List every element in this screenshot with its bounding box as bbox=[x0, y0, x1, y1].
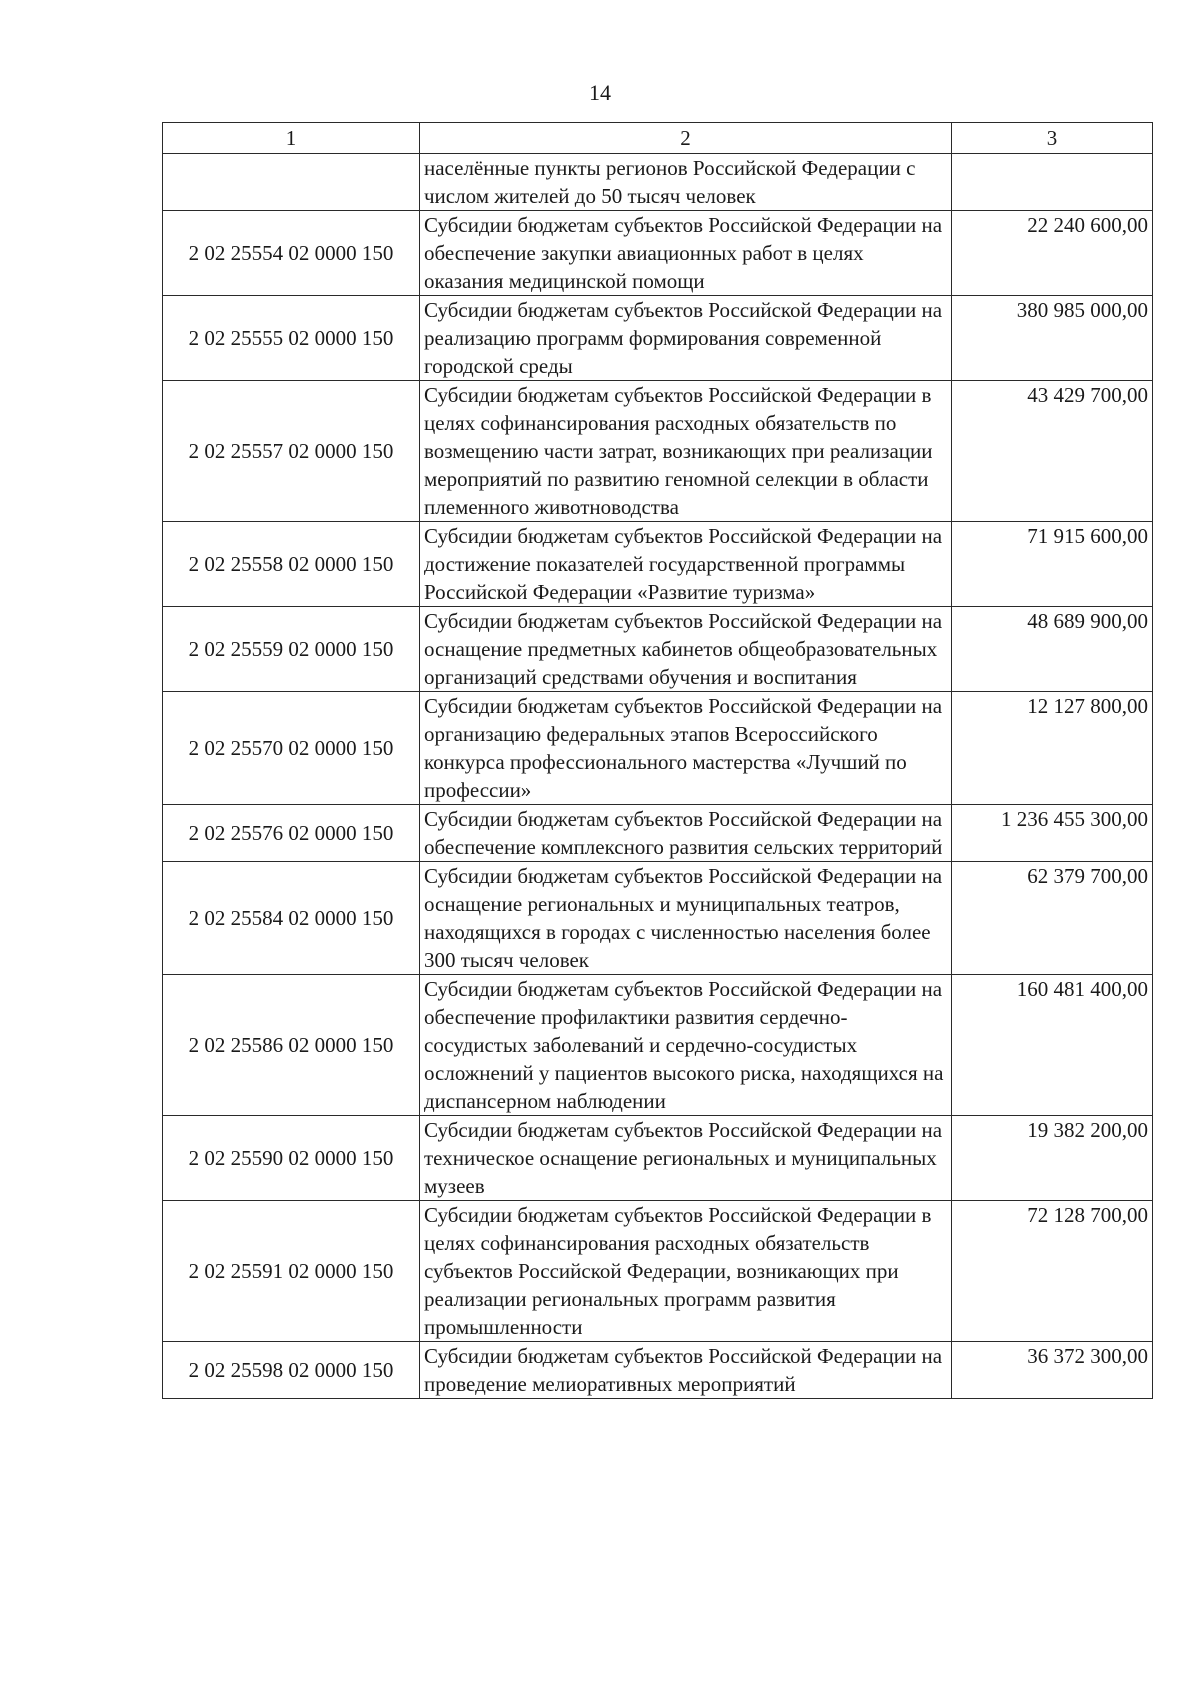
row-description: Субсидии бюджетам субъектов Российской Федерации на обеспечение закупки авиационных работ в целях оказания медицинской помощи bbox=[420, 211, 952, 296]
row-description: Субсидии бюджетам субъектов Российской Федерации на обеспечение профилактики развития сердечно-сосудистых заболеваний и сердечно-сосудистых осложнений у пациентов высокого риска, находящихся на диспансерном наблюдении bbox=[420, 975, 952, 1116]
column-header-code: 1 bbox=[163, 123, 420, 154]
row-code: 2 02 25590 02 0000 150 bbox=[163, 1116, 420, 1201]
row-amount: 1 236 455 300,00 bbox=[952, 805, 1153, 862]
row-amount: 72 128 700,00 bbox=[952, 1201, 1153, 1342]
row-description: Субсидии бюджетам субъектов Российской Федерации на организацию федеральных этапов Всероссийского конкурса профессионального мастерства «Лучший по профессии» bbox=[420, 692, 952, 805]
row-description: Субсидии бюджетам субъектов Российской Федерации в целях софинансирования расходных обязательств субъектов Российской Федерации, возникающих при реализации региональных программ развития промышленности bbox=[420, 1201, 952, 1342]
table-row bbox=[163, 1201, 1153, 1342]
row-code: 2 02 25576 02 0000 150 bbox=[163, 805, 420, 862]
row-code: 2 02 25591 02 0000 150 bbox=[163, 1201, 420, 1342]
table-row bbox=[163, 211, 1153, 296]
table-row bbox=[163, 607, 1153, 692]
table-row bbox=[163, 805, 1153, 862]
row-amount: 43 429 700,00 bbox=[952, 381, 1153, 522]
row-amount: 19 382 200,00 bbox=[952, 1116, 1153, 1201]
row-amount: 48 689 900,00 bbox=[952, 607, 1153, 692]
row-code: 2 02 25558 02 0000 150 bbox=[163, 522, 420, 607]
row-description: Субсидии бюджетам субъектов Российской Федерации на проведение мелиоративных мероприятий bbox=[420, 1342, 952, 1399]
table-row bbox=[163, 381, 1153, 522]
row-code: 2 02 25559 02 0000 150 bbox=[163, 607, 420, 692]
table-row bbox=[163, 862, 1153, 975]
row-code: 2 02 25557 02 0000 150 bbox=[163, 381, 420, 522]
row-code bbox=[163, 154, 420, 211]
row-amount: 71 915 600,00 bbox=[952, 522, 1153, 607]
column-header-amount: 3 bbox=[952, 123, 1153, 154]
table-row bbox=[163, 692, 1153, 805]
row-description: населённые пункты регионов Российской Федерации с числом жителей до 50 тысяч человек bbox=[420, 154, 952, 211]
row-amount: 62 379 700,00 bbox=[952, 862, 1153, 975]
table-header-row bbox=[163, 123, 1153, 154]
row-amount: 12 127 800,00 bbox=[952, 692, 1153, 805]
row-code: 2 02 25586 02 0000 150 bbox=[163, 975, 420, 1116]
page-number: 14 bbox=[589, 80, 611, 105]
table-row bbox=[163, 975, 1153, 1116]
table-row bbox=[163, 154, 1153, 211]
row-description: Субсидии бюджетам субъектов Российской Федерации на техническое оснащение региональных и муниципальных музеев bbox=[420, 1116, 952, 1201]
row-description: Субсидии бюджетам субъектов Российской Федерации в целях софинансирования расходных обязательств по возмещению части затрат, возникающих при реализации мероприятий по развитию геномной селекции в области племенного животноводства bbox=[420, 381, 952, 522]
row-description: Субсидии бюджетам субъектов Российской Федерации на обеспечение комплексного развития сельских территорий bbox=[420, 805, 952, 862]
row-amount: 160 481 400,00 bbox=[952, 975, 1153, 1116]
row-amount: 22 240 600,00 bbox=[952, 211, 1153, 296]
budget-table bbox=[162, 122, 1153, 1399]
row-amount: 36 372 300,00 bbox=[952, 1342, 1153, 1399]
row-code: 2 02 25598 02 0000 150 bbox=[163, 1342, 420, 1399]
table-row bbox=[163, 1116, 1153, 1201]
table-row bbox=[163, 296, 1153, 381]
row-code: 2 02 25554 02 0000 150 bbox=[163, 211, 420, 296]
table-row bbox=[163, 1342, 1153, 1399]
row-code: 2 02 25555 02 0000 150 bbox=[163, 296, 420, 381]
row-amount: 380 985 000,00 bbox=[952, 296, 1153, 381]
row-amount bbox=[952, 154, 1153, 211]
table-row bbox=[163, 522, 1153, 607]
row-description: Субсидии бюджетам субъектов Российской Федерации на достижение показателей государственной программы Российской Федерации «Развитие туризма» bbox=[420, 522, 952, 607]
row-description: Субсидии бюджетам субъектов Российской Федерации на реализацию программ формирования современной городской среды bbox=[420, 296, 952, 381]
row-description: Субсидии бюджетам субъектов Российской Федерации на оснащение предметных кабинетов общеобразовательных организаций средствами обучения и воспитания bbox=[420, 607, 952, 692]
column-header-description: 2 bbox=[420, 123, 952, 154]
row-code: 2 02 25570 02 0000 150 bbox=[163, 692, 420, 805]
row-code: 2 02 25584 02 0000 150 bbox=[163, 862, 420, 975]
row-description: Субсидии бюджетам субъектов Российской Федерации на оснащение региональных и муниципальных театров, находящихся в городах с численностью населения более 300 тысяч человек bbox=[420, 862, 952, 975]
